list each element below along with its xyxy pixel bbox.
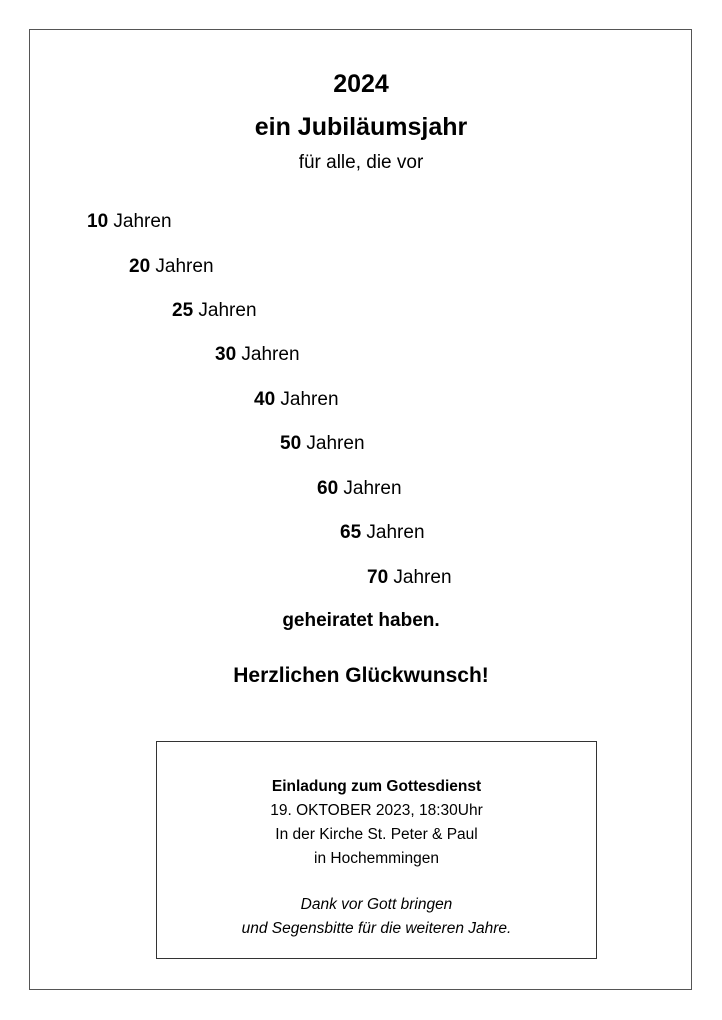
closing-line: geheiratet haben. bbox=[282, 610, 440, 631]
invitation-place: in Hochemmingen bbox=[314, 850, 439, 867]
anniversary-unit: Jahren bbox=[343, 478, 402, 499]
anniversary-number: 25 bbox=[172, 300, 194, 321]
anniversary-item bbox=[340, 522, 425, 544]
spacer bbox=[157, 871, 596, 893]
anniversary-number: 20 bbox=[129, 256, 151, 277]
anniversary-number: 40 bbox=[254, 389, 276, 410]
anniversary-item bbox=[215, 344, 300, 366]
anniversary-number: 65 bbox=[340, 522, 362, 543]
anniversary-unit: Jahren bbox=[393, 567, 452, 588]
subtitle: für alle, die vor bbox=[298, 152, 424, 173]
invitation-church: In der Kirche St. Peter & Paul bbox=[275, 826, 478, 843]
anniversary-item bbox=[317, 478, 402, 500]
anniversary-item bbox=[87, 211, 172, 233]
anniversary-item bbox=[254, 389, 339, 411]
anniversary-number: 70 bbox=[367, 567, 389, 588]
anniversary-item bbox=[280, 433, 365, 455]
year-heading: 2024 bbox=[333, 70, 389, 98]
page-title: ein Jubiläumsjahr bbox=[254, 113, 468, 141]
anniversary-number: 10 bbox=[87, 211, 109, 232]
invitation-date: 19. OKTOBER 2023, 18:30Uhr bbox=[270, 802, 483, 819]
anniversary-number: 30 bbox=[215, 344, 237, 365]
anniversary-unit: Jahren bbox=[306, 433, 365, 454]
blessing-line-2: und Segensbitte für die weiteren Jahre. bbox=[241, 920, 512, 937]
anniversary-number: 60 bbox=[317, 478, 339, 499]
congratulations-heading: Herzlichen Glückwunsch! bbox=[233, 664, 489, 687]
blessing-line-1: Dank vor Gott bringen bbox=[300, 896, 453, 913]
anniversary-number: 50 bbox=[280, 433, 302, 454]
anniversary-unit: Jahren bbox=[241, 344, 300, 365]
invitation-heading: Einladung zum Gottesdienst bbox=[271, 778, 482, 795]
anniversary-unit: Jahren bbox=[155, 256, 214, 277]
anniversary-item bbox=[129, 256, 214, 278]
anniversary-item bbox=[172, 300, 257, 322]
invitation-box bbox=[156, 741, 597, 959]
anniversary-unit: Jahren bbox=[113, 211, 172, 232]
anniversary-item bbox=[367, 567, 452, 589]
anniversary-unit: Jahren bbox=[366, 522, 425, 543]
anniversary-unit: Jahren bbox=[280, 389, 339, 410]
anniversary-unit: Jahren bbox=[198, 300, 257, 321]
